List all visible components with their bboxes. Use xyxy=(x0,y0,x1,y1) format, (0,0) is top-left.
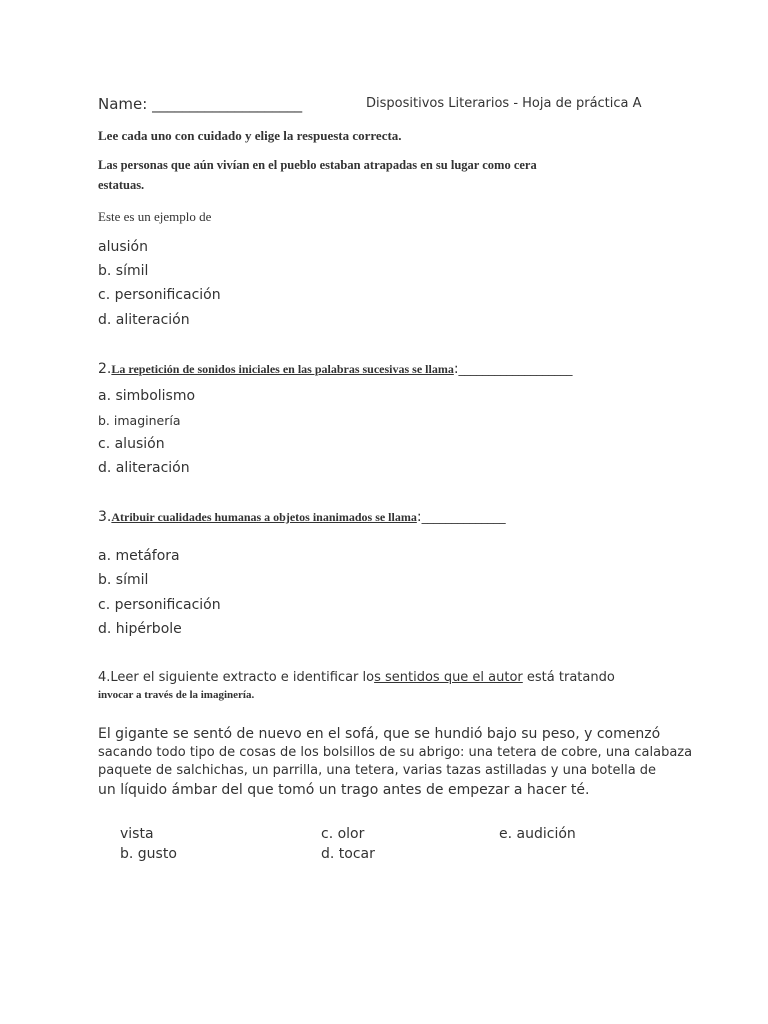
q3-question xyxy=(98,508,506,526)
q4-passage-line4: un líquido ámbar del que tomó un trago antes de empezar a hacer té. xyxy=(98,782,590,798)
q4-option-c: c. olor xyxy=(321,826,365,842)
q1-sentence-line2: estatuas. xyxy=(98,178,145,192)
q1-option-d: d. aliteración xyxy=(98,312,190,328)
q2-text: La repetición de sonidos iniciales en las palabras sucesivas se llama xyxy=(111,362,454,376)
name-field-label: Name: ____________________ xyxy=(98,95,303,113)
q2-option-a: a. simbolismo xyxy=(98,388,196,404)
q3-option-b: b. símil xyxy=(98,572,149,588)
q1-option-a: alusión xyxy=(98,239,148,255)
q4-prompt-part1: 4.Leer el siguiente extracto e identificar lo xyxy=(98,670,375,685)
q3-number: 3. xyxy=(98,509,112,525)
q3-answer-blank: ______________ xyxy=(421,510,506,524)
q3-option-a: a. metáfora xyxy=(98,548,180,564)
q4-prompt-line2: invocar a través de la imaginería. xyxy=(98,689,255,701)
q2-number: 2. xyxy=(98,361,112,377)
q1-prompt: Este es un ejemplo de xyxy=(98,209,212,224)
q4-passage-line2: sacando todo tipo de cosas de los bolsillos de su abrigo: una tetera de cobre, una calabaza xyxy=(98,745,693,760)
q4-option-e: e. audición xyxy=(499,826,576,842)
q1-option-b: b. símil xyxy=(98,263,149,279)
q4-passage-line1: El gigante se sentó de nuevo en el sofá, que se hundió bajo su peso, y comenzó xyxy=(98,726,661,742)
q2-answer-blank: ___________________ xyxy=(458,362,573,376)
q4-prompt-line1 xyxy=(98,670,615,685)
q2-option-b: b. imaginería xyxy=(98,413,181,428)
q4-prompt-underlined: s sentidos que el autor xyxy=(374,670,523,685)
q4-option-b: b. gusto xyxy=(120,846,177,862)
q4-option-a: vista xyxy=(120,826,154,842)
q4-prompt-part2: está tratando xyxy=(522,670,615,685)
instructions: Lee cada uno con cuidado y elige la respuesta correcta. xyxy=(98,128,402,143)
q3-colon: : xyxy=(416,509,422,525)
q2-option-c: c. alusión xyxy=(98,436,165,452)
worksheet-title: Dispositivos Literarios - Hoja de práctica A xyxy=(366,96,642,111)
q2-question xyxy=(98,360,573,378)
q2-colon: : xyxy=(453,361,459,377)
q3-option-c: c. personificación xyxy=(98,597,221,613)
q1-option-c: c. personificación xyxy=(98,287,221,303)
q3-text: Atribuir cualidades humanas a objetos inanimados se llama xyxy=(111,510,417,524)
q4-option-d: d. tocar xyxy=(321,846,375,862)
q3-option-d: d. hipérbole xyxy=(98,621,182,637)
q1-sentence-line1: Las personas que aún vivían en el pueblo estaban atrapadas en su lugar como cera xyxy=(98,158,537,172)
q4-passage-line3: paquete de salchichas, un parrilla, una tetera, varias tazas astilladas y una botella de xyxy=(98,763,657,778)
q2-option-d: d. aliteración xyxy=(98,460,190,476)
